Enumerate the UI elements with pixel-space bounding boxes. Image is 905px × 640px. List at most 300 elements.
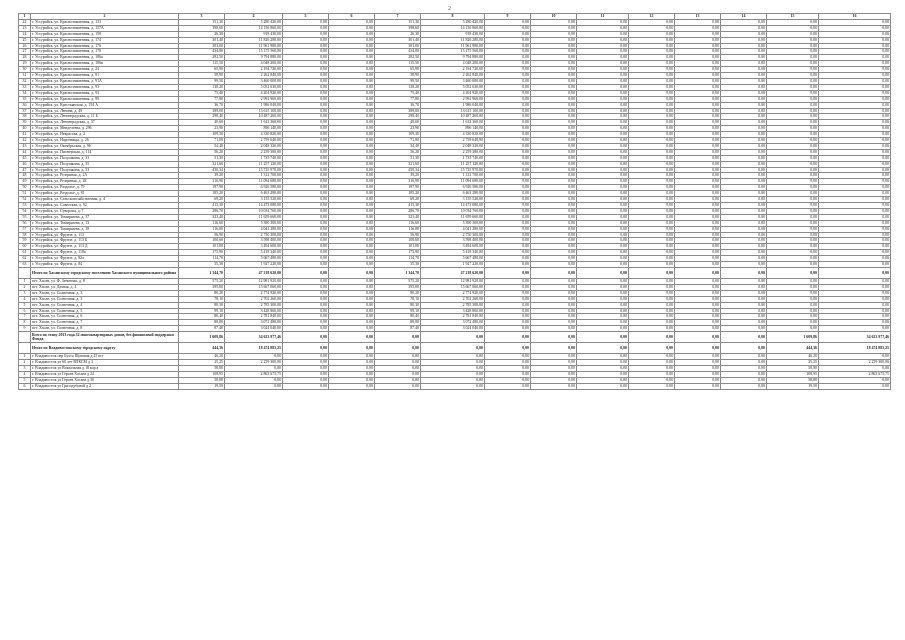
page-number: 2 — [448, 6, 451, 12]
value-cell: 0,00 — [819, 308, 891, 314]
value-cell: 99,50 — [179, 78, 225, 84]
value-cell: 444,36 — [767, 343, 819, 354]
value-cell: 0,00 — [485, 155, 531, 161]
value-cell: 0,00 — [629, 343, 675, 354]
value-cell: 0,00 — [485, 203, 531, 209]
value-cell: 75,40 — [179, 90, 225, 96]
value-cell: 11 094 680,00 — [421, 179, 485, 185]
value-cell: 0,00 — [819, 161, 891, 167]
value-cell: 0,00 — [485, 120, 531, 126]
value-cell: 109,30 — [179, 132, 225, 138]
row-number-cell — [19, 343, 31, 354]
value-cell: 0,00 — [767, 173, 819, 179]
value-cell: 54,40 — [179, 143, 225, 149]
value-cell: 286,70 — [179, 208, 225, 214]
value-cell: 0,00 — [629, 284, 675, 290]
value-cell: 71,00 — [179, 138, 225, 144]
value-cell: 0,00 — [819, 226, 891, 232]
value-cell: 0,00 — [675, 49, 721, 55]
value-cell: 0,00 — [819, 25, 891, 31]
value-cell: 0,00 — [283, 31, 329, 37]
value-cell: 0,00 — [283, 314, 329, 320]
value-cell: 151,30 — [375, 19, 421, 25]
value-cell: 0,00 — [675, 226, 721, 232]
value-cell: 0,00 — [767, 185, 819, 191]
value-cell: 0,00 — [329, 290, 375, 296]
value-cell: 0,00 — [485, 55, 531, 61]
value-cell: 0,00 — [531, 238, 577, 244]
value-cell: 0,00 — [819, 326, 891, 332]
column-number: 9 — [485, 14, 531, 20]
value-cell: 0,00 — [329, 332, 375, 343]
value-cell: 77,80 — [179, 96, 225, 102]
value-cell: 14 156 860,00 — [421, 25, 485, 31]
value-cell: 0,00 — [531, 143, 577, 149]
value-cell: 0,00 — [721, 377, 767, 383]
value-cell: 0,00 — [283, 155, 329, 161]
value-cell: 0,00 — [675, 96, 721, 102]
value-cell: 0,00 — [577, 314, 629, 320]
value-cell: 0,00 — [577, 149, 629, 155]
address-cell: г. Уссурийск, ул. Фрунзе, д. 118а — [31, 250, 179, 256]
value-cell: 0,00 — [329, 308, 375, 314]
value-cell: 15 175 560,00 — [225, 49, 283, 55]
value-cell: 0,00 — [421, 371, 485, 377]
value-cell: 2 259 380,00 — [225, 149, 283, 155]
address-cell: г. Уссурийск, ул. Краснознаменная, д. 91А — [31, 78, 179, 84]
value-cell: 0,00 — [819, 290, 891, 296]
value-cell: 0,00 — [375, 354, 421, 360]
address-cell: г. Уссурийск, ул. Полушкина, д. 33 — [31, 155, 179, 161]
value-cell: 15 725 970,00 — [421, 167, 485, 173]
value-cell: 0,00 — [767, 284, 819, 290]
value-cell: 99,10 — [179, 308, 225, 314]
value-cell: 0,00 — [819, 296, 891, 302]
value-cell: 2 992 960,00 — [225, 96, 283, 102]
value-cell: 23,90 — [375, 126, 421, 132]
value-cell: 1 612 360,00 — [421, 120, 485, 126]
value-cell: 0,00 — [721, 179, 767, 185]
value-cell: 0,00 — [375, 360, 421, 366]
value-cell: 0,00 — [819, 149, 891, 155]
value-cell: 0,00 — [283, 226, 329, 232]
value-cell: 2 992 960,00 — [421, 96, 485, 102]
value-cell: 316,90 — [179, 179, 225, 185]
value-cell: 0,00 — [767, 55, 819, 61]
row-number-cell: 60 — [19, 244, 31, 250]
value-cell: 0,00 — [819, 302, 891, 308]
column-number: 11 — [577, 14, 629, 20]
value-cell: 918 430,00 — [225, 31, 283, 37]
value-cell: 0,00 — [531, 308, 577, 314]
value-cell: 0,00 — [577, 326, 629, 332]
value-cell: 2 759 640,00 — [225, 138, 283, 144]
value-cell: 0,00 — [721, 19, 767, 25]
value-cell: 0,00 — [721, 149, 767, 155]
value-cell: 0,00 — [485, 90, 531, 96]
value-cell: 0,00 — [283, 244, 329, 250]
column-number: 5 — [283, 14, 329, 20]
row-number-cell: 26 — [19, 43, 31, 49]
row-number-cell: 34 — [19, 90, 31, 96]
value-cell: 0,00 — [675, 120, 721, 126]
address-cell: г. Уссурийск, ул. Резервная, д. 2А — [31, 173, 179, 179]
value-cell: 0,00 — [329, 25, 375, 31]
value-cell: 0,00 — [577, 167, 629, 173]
value-cell: 116,60 — [375, 220, 421, 226]
housing-program-table — [18, 13, 891, 390]
value-cell: 2 194 720,00 — [421, 67, 485, 73]
value-cell: 0,00 — [329, 19, 375, 25]
value-cell: 0,00 — [329, 267, 375, 278]
value-cell: 0,00 — [577, 185, 629, 191]
value-cell: 0,00 — [767, 220, 819, 226]
value-cell: 55,30 — [375, 262, 421, 268]
value-cell: 2 259 380,00 — [421, 149, 485, 155]
value-cell: 2 863 673,75 — [225, 371, 283, 377]
value-cell: 23,90 — [179, 126, 225, 132]
value-cell: 0,00 — [767, 19, 819, 25]
value-cell: 1 344,70 — [179, 267, 225, 278]
value-cell: 0,00 — [721, 161, 767, 167]
value-cell: 116,80 — [179, 226, 225, 232]
column-number: 15 — [767, 14, 819, 20]
value-cell: 0,00 — [283, 191, 329, 197]
value-cell: 0,00 — [283, 78, 329, 84]
address-cell: г. Уссурийск, ул. Краснознаменная, д. 186а — [31, 55, 179, 61]
value-cell: 0,00 — [485, 132, 531, 138]
value-cell: 0,00 — [675, 37, 721, 43]
value-cell: 0,00 — [721, 55, 767, 61]
value-cell: 0,00 — [577, 278, 629, 284]
value-cell: 25,25 — [179, 360, 225, 366]
value-cell: 0,00 — [577, 244, 629, 250]
value-cell: 0,00 — [767, 78, 819, 84]
address-cell: г. Уссурийск, ул. Фрунзе, д. 113 — [31, 232, 179, 238]
value-cell: 0,00 — [721, 49, 767, 55]
value-cell: 0,00 — [767, 197, 819, 203]
value-cell: 0,00 — [577, 302, 629, 308]
value-cell: 0,00 — [283, 220, 329, 226]
value-cell: 87,40 — [179, 326, 225, 332]
value-cell: 100,60 — [179, 238, 225, 244]
value-cell: 185,20 — [179, 191, 225, 197]
value-cell: 0,00 — [283, 55, 329, 61]
value-cell: 0,00 — [485, 365, 531, 371]
value-cell: 1 344,70 — [375, 267, 421, 278]
value-cell: 0,00 — [577, 250, 629, 256]
row-number-cell — [19, 267, 31, 278]
value-cell: 0,00 — [577, 320, 629, 326]
value-cell: 0,00 — [329, 250, 375, 256]
value-cell: 65,90 — [179, 67, 225, 73]
value-cell: 0,00 — [629, 226, 675, 232]
value-cell: 0,00 — [721, 326, 767, 332]
address-cell: г. Уссурийск, ул. Менделеева, д. 296 — [31, 126, 179, 132]
value-cell: 0,00 — [767, 278, 819, 284]
value-cell: 0,00 — [283, 90, 329, 96]
value-cell: 0,00 — [485, 78, 531, 84]
value-cell: 0,00 — [767, 244, 819, 250]
value-cell: 0,00 — [675, 149, 721, 155]
row-number-cell: 38 — [19, 114, 31, 120]
value-cell: 303,00 — [179, 43, 225, 49]
value-cell: 0,00 — [675, 371, 721, 377]
value-cell: 0,00 — [531, 161, 577, 167]
value-cell: 6 463 280,00 — [225, 191, 283, 197]
value-cell: 0,00 — [819, 37, 891, 43]
value-cell: 0,00 — [577, 37, 629, 43]
value-cell: 0,00 — [531, 262, 577, 268]
value-cell: 58,88 — [767, 377, 819, 383]
value-cell: 0,00 — [283, 383, 329, 389]
value-cell: 0,00 — [767, 326, 819, 332]
value-cell: 0,00 — [329, 326, 375, 332]
value-cell: 0,00 — [485, 208, 531, 214]
value-cell: 0,00 — [577, 256, 629, 262]
value-cell: 0,00 — [485, 61, 531, 67]
value-cell: 0,00 — [531, 138, 577, 144]
address-cell: г. Уссурийск, ул. Краснознаменная, д. 178 — [31, 49, 179, 55]
value-cell: 47 218 620,00 — [421, 267, 485, 278]
value-cell: 0,00 — [819, 383, 891, 389]
value-cell: 0,00 — [819, 365, 891, 371]
row-number-cell: 63 — [19, 262, 31, 268]
value-cell: 0,00 — [577, 377, 629, 383]
value-cell: 0,00 — [675, 377, 721, 383]
value-cell: 0,00 — [629, 314, 675, 320]
value-cell: 0,00 — [577, 365, 629, 371]
value-cell: 10 487 260,00 — [421, 114, 485, 120]
address-cell: г. Уссурийск, ул. Краснознаменная, д. 93 — [31, 90, 179, 96]
row-number-cell: 40 — [19, 126, 31, 132]
address-cell: г. Уссурийск, ул. Краснознаменная, д. 91 — [31, 73, 179, 79]
row-number-cell: 27 — [19, 49, 31, 55]
row-number-cell: 46 — [19, 161, 31, 167]
value-cell: 0,00 — [531, 320, 577, 326]
value-cell: 0,00 — [767, 262, 819, 268]
value-cell: 0,00 — [767, 302, 819, 308]
row-number-cell: 52 — [19, 197, 31, 203]
value-cell: 0,00 — [629, 90, 675, 96]
value-cell: 101,00 — [375, 244, 421, 250]
value-cell: 0,00 — [721, 120, 767, 126]
value-cell: 0,00 — [375, 365, 421, 371]
value-cell: 0,00 — [577, 96, 629, 102]
row-number-cell: 51 — [19, 191, 31, 197]
value-cell: 5 390 300,00 — [225, 220, 283, 226]
value-cell: 0,00 — [675, 197, 721, 203]
value-cell: 0,00 — [767, 179, 819, 185]
address-cell: пгт. Хасан, ул. Солнечная, д. 4 — [31, 302, 179, 308]
value-cell: 0,00 — [675, 191, 721, 197]
value-cell: 0,00 — [485, 143, 531, 149]
value-cell: 2 048 320,00 — [421, 143, 485, 149]
value-cell: 26,30 — [375, 31, 421, 37]
value-cell: 0,00 — [329, 108, 375, 114]
value-cell: 0,00 — [675, 365, 721, 371]
value-cell: 0,00 — [629, 102, 675, 108]
address-cell: г. Уссурийск, ул. Полушкина, д. 35 — [31, 161, 179, 167]
value-cell: 4 041 280,00 — [225, 226, 283, 232]
value-cell: 0,00 — [329, 191, 375, 197]
value-cell: 0,00 — [485, 191, 531, 197]
value-cell: 0,00 — [675, 360, 721, 366]
row-number-cell: 9 — [19, 326, 31, 332]
value-cell: 0,00 — [819, 49, 891, 55]
value-cell: 5 390 300,00 — [421, 220, 485, 226]
value-cell: 0,00 — [531, 203, 577, 209]
value-cell: 0,00 — [283, 326, 329, 332]
value-cell: 0,00 — [421, 354, 485, 360]
value-cell: 0,00 — [283, 67, 329, 73]
value-cell: 0,00 — [819, 78, 891, 84]
value-cell: 0,00 — [819, 155, 891, 161]
value-cell: 0,00 — [577, 90, 629, 96]
column-number: 6 — [329, 14, 375, 20]
column-number: 7 — [375, 14, 421, 20]
value-cell: 58,88 — [179, 377, 225, 383]
value-cell: 0,00 — [721, 365, 767, 371]
value-cell: 0,00 — [485, 126, 531, 132]
row-number-cell: 22 — [19, 19, 31, 25]
value-cell: 0,00 — [675, 244, 721, 250]
value-cell: 0,00 — [329, 43, 375, 49]
value-cell: 51,30 — [375, 155, 421, 161]
address-cell: г. Уссурийск, ул. Краснознаменная, д. 93 — [31, 84, 179, 90]
row-number-cell: 48 — [19, 173, 31, 179]
value-cell: 0,00 — [485, 232, 531, 238]
value-cell: 0,00 — [721, 371, 767, 377]
value-cell: 5 052 630,00 — [225, 84, 283, 90]
row-number-cell: 33 — [19, 84, 31, 90]
value-cell: 0,00 — [577, 161, 629, 167]
value-cell: 0,00 — [531, 354, 577, 360]
value-cell: 0,00 — [329, 73, 375, 79]
value-cell: 0,00 — [721, 132, 767, 138]
value-cell: 0,00 — [283, 84, 329, 90]
address-cell: г. Уссурийск, ул. Краснознаменная, д. 24 — [31, 67, 179, 73]
value-cell: 0,00 — [819, 208, 891, 214]
value-cell: 0,00 — [485, 302, 531, 308]
value-cell: 0,00 — [675, 332, 721, 343]
value-cell: 0,00 — [485, 383, 531, 389]
value-cell: 0,00 — [629, 120, 675, 126]
row-number-cell: 4 — [19, 296, 31, 302]
value-cell: 0,00 — [577, 360, 629, 366]
value-cell: 0,00 — [629, 371, 675, 377]
value-cell: 65,90 — [375, 67, 421, 73]
value-cell: 0,00 — [421, 343, 485, 354]
value-cell: 39,20 — [375, 173, 421, 179]
row-number-cell: 41 — [19, 132, 31, 138]
value-cell: 0,00 — [329, 197, 375, 203]
value-cell: 0,00 — [485, 19, 531, 25]
value-cell: 0,00 — [675, 31, 721, 37]
value-cell: 0,00 — [629, 383, 675, 389]
value-cell: 0,00 — [531, 314, 577, 320]
value-cell: 2 702 260,00 — [421, 296, 485, 302]
value-cell: 0,00 — [721, 191, 767, 197]
value-cell: 0,00 — [629, 203, 675, 209]
row-number-cell: 39 — [19, 120, 31, 126]
value-cell: 0,00 — [721, 278, 767, 284]
value-cell: 415,30 — [179, 203, 225, 209]
value-cell: 3 155 520,00 — [421, 197, 485, 203]
value-cell: 0,00 — [485, 49, 531, 55]
value-cell: 0,00 — [629, 232, 675, 238]
value-cell: 11 826 280,00 — [225, 37, 283, 43]
value-cell: 0,00 — [675, 326, 721, 332]
value-cell: 0,00 — [485, 296, 531, 302]
subtotal-row — [19, 332, 891, 343]
value-cell: 316,90 — [375, 179, 421, 185]
value-cell: 395,00 — [179, 284, 225, 290]
value-cell: 0,00 — [329, 302, 375, 308]
address-cell: г. Уссурийск, ул. Некрасова, д. 2 — [31, 132, 179, 138]
value-cell: 5 418 340,00 — [225, 250, 283, 256]
value-cell: 0,00 — [283, 37, 329, 43]
value-cell: 0,00 — [629, 37, 675, 43]
value-cell: 0,00 — [225, 354, 283, 360]
value-cell: 0,00 — [629, 126, 675, 132]
value-cell: 0,00 — [421, 360, 485, 366]
value-cell: 0,00 — [329, 244, 375, 250]
value-cell: 58,80 — [179, 365, 225, 371]
value-cell: 0,00 — [485, 262, 531, 268]
address-cell: г. Владивосток ул Гризодубовой д 2 — [31, 383, 179, 389]
value-cell: 0,00 — [629, 220, 675, 226]
value-cell: 10 034 760,00 — [225, 208, 283, 214]
value-cell: 0,00 — [577, 19, 629, 25]
value-cell: 78,10 — [375, 296, 421, 302]
value-cell: 0,00 — [329, 78, 375, 84]
value-cell: 0,00 — [675, 320, 721, 326]
value-cell: 0,00 — [767, 226, 819, 232]
value-cell: 0,00 — [485, 214, 531, 220]
value-cell: 1 312 700,00 — [421, 173, 485, 179]
value-cell: 9 794 880,00 — [421, 55, 485, 61]
row-number-cell: 8 — [19, 320, 31, 326]
value-cell: 0,00 — [721, 37, 767, 43]
value-cell: 109,30 — [375, 132, 421, 138]
value-cell: 0,00 — [531, 102, 577, 108]
value-cell: 11 961 980,00 — [421, 43, 485, 49]
value-cell: 0,00 — [485, 167, 531, 173]
value-cell: 0,00 — [329, 167, 375, 173]
value-cell: 0,00 — [819, 185, 891, 191]
value-cell: 0,00 — [629, 278, 675, 284]
value-cell: 0,00 — [675, 143, 721, 149]
value-cell: 0,00 — [675, 55, 721, 61]
value-cell: 0,00 — [629, 84, 675, 90]
value-cell: 0,00 — [629, 365, 675, 371]
value-cell: 0,00 — [283, 161, 329, 167]
value-cell: 0,00 — [283, 185, 329, 191]
value-cell: 0,00 — [721, 232, 767, 238]
value-cell: 0,00 — [283, 120, 329, 126]
value-cell: 0,00 — [283, 61, 329, 67]
address-cell: пгт. Хасан, ул. Солнечная, д. 3 — [31, 296, 179, 302]
address-cell: г. Владивосток ул 60 лет ВЛКСМ д 3 — [31, 360, 179, 366]
value-cell: 0,00 — [485, 96, 531, 102]
value-cell: 0,00 — [531, 284, 577, 290]
value-cell: 415,30 — [375, 203, 421, 209]
value-cell: 0,00 — [721, 73, 767, 79]
value-cell: 0,00 — [819, 96, 891, 102]
row-number-cell: 5 — [19, 377, 31, 383]
value-cell: 0,00 — [819, 377, 891, 383]
